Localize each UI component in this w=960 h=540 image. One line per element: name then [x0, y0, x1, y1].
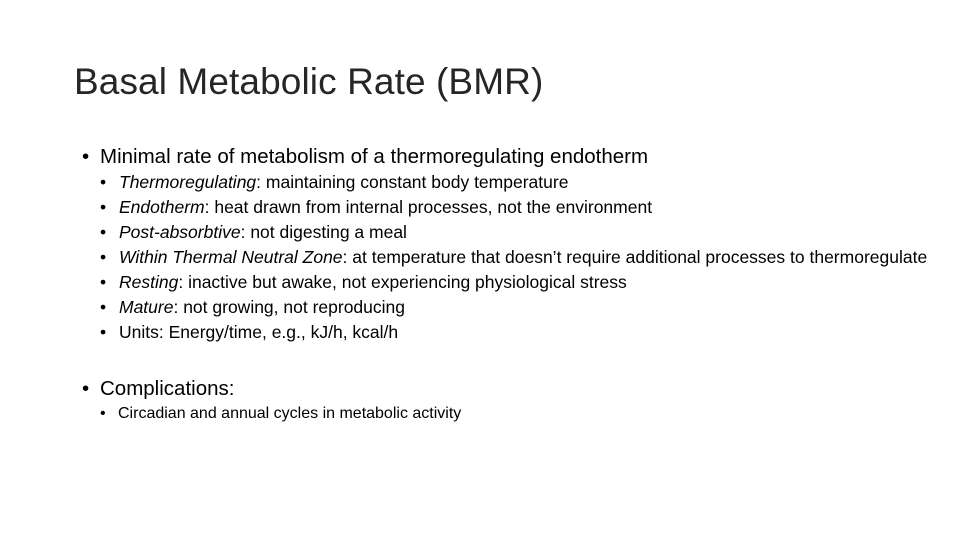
term-label: Endotherm [119, 197, 205, 217]
sub-bullet-item-units [100, 320, 942, 345]
bullet-icon: • [82, 377, 90, 400]
term-description: : not growing, not reproducing [173, 297, 406, 317]
bullet-icon: • [100, 172, 107, 192]
term-description: : heat drawn from internal processes, not the environment [204, 197, 653, 217]
bullet-list [82, 375, 942, 403]
sub-bullet-item [100, 245, 942, 270]
spacer [82, 345, 942, 375]
term-description: : maintaining constant body temperature [256, 172, 569, 192]
term-label: Thermoregulating [119, 172, 257, 192]
term-label: Mature [119, 297, 174, 317]
bullet-icon: • [100, 272, 107, 292]
bullet-text: Minimal rate of metabolism of a thermoregulating endotherm [100, 145, 649, 168]
bullet-item-complications [82, 375, 942, 403]
bullet-icon: • [82, 145, 90, 168]
sub-bullet-item [100, 295, 942, 320]
sub-bullet-item [100, 170, 942, 195]
units-text: Units: Energy/time, e.g., kJ/h, kcal/h [119, 322, 399, 342]
sub-bullet-item [100, 195, 942, 220]
term-description: : not digesting a meal [240, 222, 407, 242]
term-description: : inactive but awake, not experiencing physiological stress [178, 272, 627, 292]
term-label: Within Thermal Neutral Zone [119, 247, 343, 267]
term-description: : at temperature that doesn’t require additional processes to thermoregulate [342, 247, 928, 267]
bullet-icon: • [100, 405, 106, 422]
bullet-text: Complications: [100, 377, 235, 400]
bullet-icon: • [100, 297, 107, 317]
bullet-list [82, 143, 942, 171]
term-label: Resting [119, 272, 179, 292]
bullet-icon: • [100, 247, 107, 267]
sub-bullet-item [100, 402, 942, 425]
term-label: Post-absorbtive [119, 222, 241, 242]
bullet-icon: • [100, 222, 107, 242]
bullet-item-definition [82, 143, 942, 171]
bullet-icon: • [100, 322, 107, 342]
sub-bullet-item [100, 270, 942, 295]
sub-bullet-text: Circadian and annual cycles in metabolic activity [118, 405, 462, 422]
sub-bullet-list [100, 170, 942, 345]
sub-bullet-item [100, 220, 942, 245]
slide-body [82, 143, 942, 425]
bullet-icon: • [100, 197, 107, 217]
slide-title: Basal Metabolic Rate (BMR) [74, 61, 544, 102]
sub-bullet-list [100, 402, 942, 425]
